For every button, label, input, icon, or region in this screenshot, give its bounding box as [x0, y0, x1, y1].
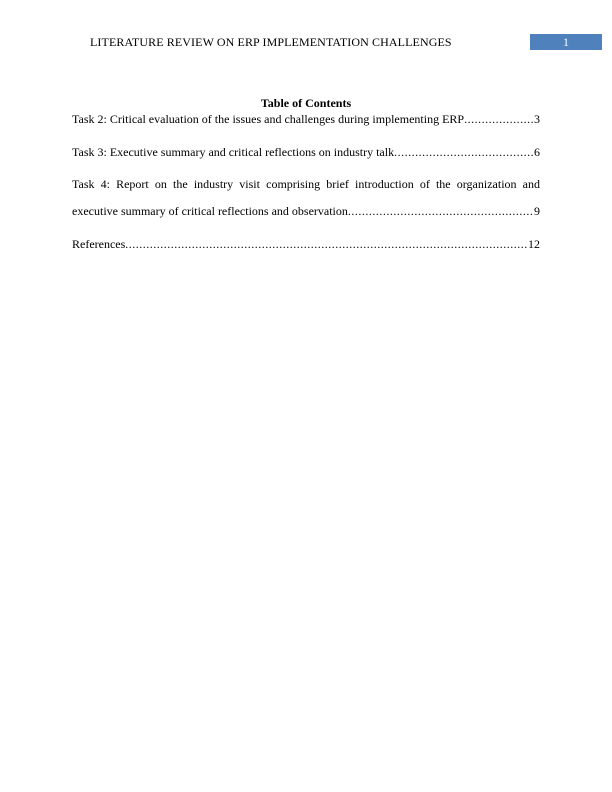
toc-entry-task-4[interactable]: [72, 177, 540, 219]
toc-entry-text: References: [72, 237, 126, 251]
toc-heading: Table of Contents: [260, 96, 352, 110]
toc-entry-task-2[interactable]: [72, 112, 540, 127]
toc-entry-page: 6: [534, 145, 540, 159]
toc-entry-text-line2: executive summary of critical reflections and observation: [72, 204, 348, 218]
toc-entry-text-line1: Task 4: Report on the industry visit comprising brief introduction of the organization and: [72, 177, 540, 191]
toc-entry-references[interactable]: [72, 237, 540, 252]
toc-entry-task-3[interactable]: [72, 145, 540, 160]
toc-entry-text: Task 2: Critical evaluation of the issues and challenges during implementing ERP: [72, 112, 465, 126]
toc-leader-dots: [348, 204, 534, 219]
toc-entry-page: 9: [534, 204, 540, 218]
page-number-badge: 1: [530, 34, 602, 50]
toc-leader-dots: [394, 145, 534, 160]
toc-entry-page: 3: [534, 112, 540, 126]
toc-entry-page: 12: [528, 237, 540, 251]
page-header: [0, 0, 612, 60]
toc-leader-dots: [125, 237, 528, 252]
toc-entry-text: Task 3: Executive summary and critical reflections on industry talk: [72, 145, 395, 159]
toc-leader-dots: [464, 112, 534, 127]
running-head-title: LITERATURE REVIEW ON ERP IMPLEMENTATION CHALLENGES: [90, 35, 452, 49]
